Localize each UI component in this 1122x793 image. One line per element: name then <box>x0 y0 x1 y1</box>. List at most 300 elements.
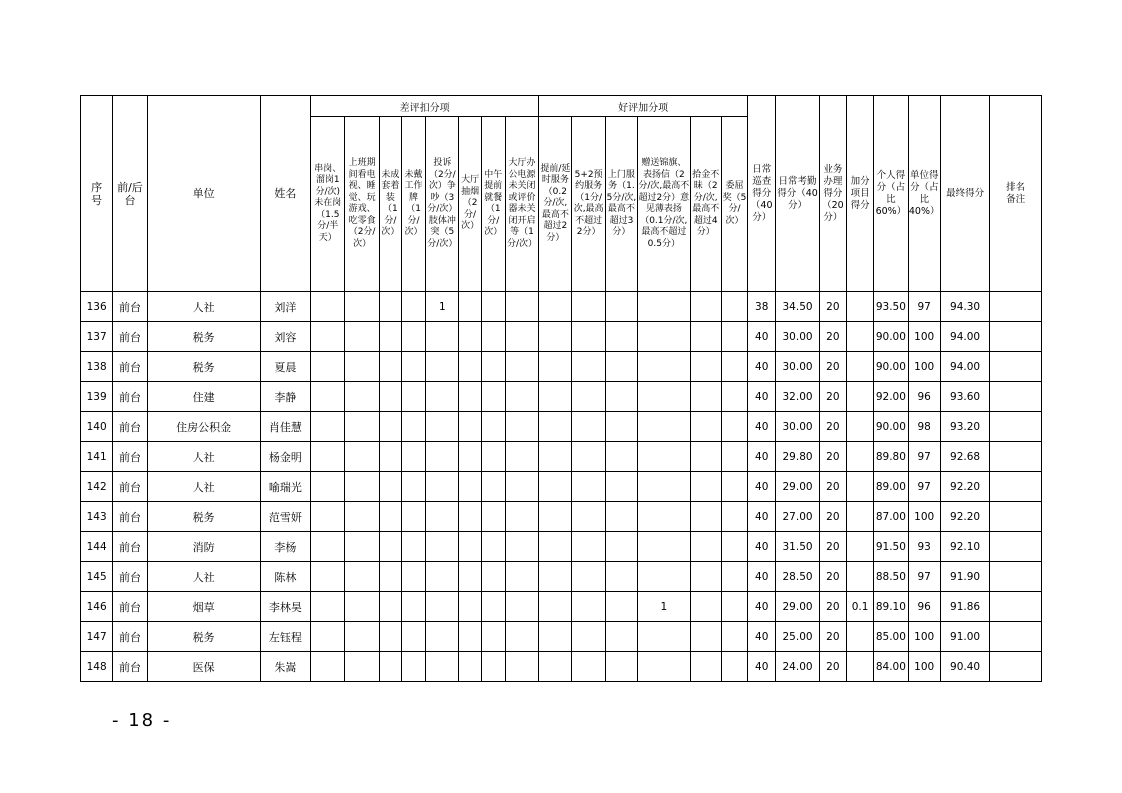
row-bonus-4 <box>638 442 690 472</box>
row-deduct-4 <box>401 592 425 622</box>
row-deduct-1 <box>311 562 345 592</box>
row-seq: 137 <box>81 322 113 352</box>
row-deduct-1 <box>311 472 345 502</box>
row-bonus-2 <box>572 472 605 502</box>
row-bonus-5 <box>690 562 721 592</box>
row-bonus-6 <box>721 622 747 652</box>
row-pos: 前台 <box>113 322 147 352</box>
header-deduct-group: 差评扣分项 <box>311 96 539 117</box>
row-name: 左钰程 <box>260 622 310 652</box>
row-deduct-2 <box>345 562 379 592</box>
row-unit: 住建 <box>147 382 260 412</box>
row-seq: 143 <box>81 502 113 532</box>
row-pos: 前台 <box>113 592 147 622</box>
row-rank <box>990 532 1042 562</box>
row-seq: 138 <box>81 352 113 382</box>
row-deduct-2 <box>345 592 379 622</box>
row-deduct-8 <box>505 292 538 322</box>
row-pos: 前台 <box>113 382 147 412</box>
row-daily-attend: 32.00 <box>776 382 819 412</box>
header-daily-inspect: 日常巡查得分（40分） <box>748 96 776 292</box>
header-daily-attend: 日常考勤得分（40分） <box>776 96 819 292</box>
row-business: 20 <box>819 652 846 682</box>
row-bonus-5 <box>690 532 721 562</box>
row-deduct-5 <box>426 352 459 382</box>
row-bonus-1 <box>539 592 572 622</box>
row-unit-score: 100 <box>908 322 940 352</box>
row-final: 91.90 <box>940 562 989 592</box>
row-name: 李林昊 <box>260 592 310 622</box>
row-deduct-7 <box>481 652 505 682</box>
row-extra <box>846 292 873 322</box>
row-personal: 89.10 <box>874 592 908 622</box>
header-deduct-5: 投诉（2分/次）争吵（3分/次）肢体冲突（5分/次） <box>426 117 459 292</box>
header-deduct-6: 大厅抽烟（2分/次） <box>459 117 481 292</box>
row-business: 20 <box>819 592 846 622</box>
row-final: 91.00 <box>940 622 989 652</box>
row-unit-score: 96 <box>908 382 940 412</box>
row-deduct-3 <box>379 502 401 532</box>
row-deduct-2 <box>345 622 379 652</box>
row-bonus-5 <box>690 502 721 532</box>
row-deduct-5: 1 <box>426 292 459 322</box>
row-bonus-4 <box>638 352 690 382</box>
row-bonus-1 <box>539 502 572 532</box>
row-deduct-1 <box>311 382 345 412</box>
row-personal: 89.80 <box>874 442 908 472</box>
row-bonus-5 <box>690 622 721 652</box>
row-bonus-5 <box>690 652 721 682</box>
row-deduct-1 <box>311 292 345 322</box>
row-daily-inspect: 40 <box>748 412 776 442</box>
row-daily-attend: 29.80 <box>776 442 819 472</box>
header-seq-text: 序号 <box>91 180 103 207</box>
row-personal: 93.50 <box>874 292 908 322</box>
row-bonus-4 <box>638 532 690 562</box>
row-bonus-5 <box>690 442 721 472</box>
header-bonus-5: 拾金不昧（2分/次,最高不超过4分） <box>690 117 721 292</box>
row-deduct-6 <box>459 592 481 622</box>
row-deduct-7 <box>481 472 505 502</box>
row-business: 20 <box>819 382 846 412</box>
row-pos: 前台 <box>113 442 147 472</box>
row-name: 李杨 <box>260 532 310 562</box>
row-deduct-5 <box>426 382 459 412</box>
row-extra <box>846 442 873 472</box>
row-unit-score: 97 <box>908 442 940 472</box>
row-deduct-6 <box>459 652 481 682</box>
row-daily-inspect: 40 <box>748 592 776 622</box>
row-bonus-3 <box>605 532 637 562</box>
row-personal: 92.00 <box>874 382 908 412</box>
row-deduct-3 <box>379 352 401 382</box>
row-rank <box>990 322 1042 352</box>
row-bonus-2 <box>572 292 605 322</box>
row-unit-score: 100 <box>908 502 940 532</box>
row-deduct-4 <box>401 352 425 382</box>
row-unit: 人社 <box>147 292 260 322</box>
row-unit: 税务 <box>147 322 260 352</box>
row-bonus-2 <box>572 652 605 682</box>
row-deduct-2 <box>345 382 379 412</box>
row-bonus-1 <box>539 472 572 502</box>
row-deduct-3 <box>379 652 401 682</box>
row-bonus-6 <box>721 412 747 442</box>
header-bonus-6: 委屈奖（5分/次） <box>721 117 747 292</box>
row-deduct-8 <box>505 622 538 652</box>
row-final: 92.68 <box>940 442 989 472</box>
row-deduct-3 <box>379 562 401 592</box>
row-bonus-3 <box>605 592 637 622</box>
row-daily-attend: 28.50 <box>776 562 819 592</box>
row-business: 20 <box>819 412 846 442</box>
table-row <box>81 502 1042 532</box>
row-deduct-7 <box>481 292 505 322</box>
row-personal: 84.00 <box>874 652 908 682</box>
row-deduct-5 <box>426 412 459 442</box>
row-deduct-4 <box>401 622 425 652</box>
row-bonus-2 <box>572 622 605 652</box>
row-deduct-7 <box>481 412 505 442</box>
row-deduct-5 <box>426 322 459 352</box>
row-pos: 前台 <box>113 652 147 682</box>
row-bonus-6 <box>721 322 747 352</box>
row-personal: 90.00 <box>874 352 908 382</box>
row-bonus-5 <box>690 472 721 502</box>
row-deduct-7 <box>481 352 505 382</box>
row-rank <box>990 412 1042 442</box>
row-seq: 141 <box>81 442 113 472</box>
row-bonus-6 <box>721 502 747 532</box>
row-bonus-3 <box>605 502 637 532</box>
header-bonus-1: 提前/延时服务（0.2分/次,最高不超过2分） <box>539 117 572 292</box>
row-bonus-6 <box>721 652 747 682</box>
row-bonus-1 <box>539 382 572 412</box>
row-final: 94.00 <box>940 352 989 382</box>
row-name: 陈林 <box>260 562 310 592</box>
row-pos: 前台 <box>113 622 147 652</box>
row-deduct-7 <box>481 322 505 352</box>
row-pos: 前台 <box>113 292 147 322</box>
row-bonus-6 <box>721 532 747 562</box>
row-daily-inspect: 40 <box>748 322 776 352</box>
table-row <box>81 412 1042 442</box>
row-rank <box>990 622 1042 652</box>
row-unit: 税务 <box>147 502 260 532</box>
row-final: 92.10 <box>940 532 989 562</box>
row-daily-attend: 30.00 <box>776 322 819 352</box>
row-bonus-4 <box>638 322 690 352</box>
row-daily-attend: 30.00 <box>776 412 819 442</box>
header-pos: 前/后台 <box>113 96 147 292</box>
header-business: 业务办理得分（20分） <box>819 96 846 292</box>
row-seq: 144 <box>81 532 113 562</box>
row-rank <box>990 352 1042 382</box>
header-bonus-2: 5+2预约服务（1分/次,最高不超过2分） <box>572 117 605 292</box>
row-final: 91.86 <box>940 592 989 622</box>
row-daily-attend: 31.50 <box>776 532 819 562</box>
row-bonus-3 <box>605 412 637 442</box>
row-rank <box>990 592 1042 622</box>
row-deduct-2 <box>345 532 379 562</box>
row-bonus-3 <box>605 652 637 682</box>
row-name: 喻瑞光 <box>260 472 310 502</box>
row-business: 20 <box>819 472 846 502</box>
row-deduct-1 <box>311 502 345 532</box>
row-unit-score: 97 <box>908 562 940 592</box>
row-personal: 87.00 <box>874 502 908 532</box>
row-bonus-4 <box>638 562 690 592</box>
row-seq: 142 <box>81 472 113 502</box>
header-deduct-2: 上班期间看电视、睡觉、玩游戏、吃零食（2分/次） <box>345 117 379 292</box>
row-bonus-6 <box>721 592 747 622</box>
row-deduct-4 <box>401 502 425 532</box>
header-seq <box>81 96 113 292</box>
row-bonus-2 <box>572 352 605 382</box>
row-deduct-7 <box>481 592 505 622</box>
row-pos: 前台 <box>113 562 147 592</box>
header-final: 最终得分 <box>940 96 989 292</box>
table-row <box>81 562 1042 592</box>
row-deduct-3 <box>379 622 401 652</box>
row-name: 杨金明 <box>260 442 310 472</box>
row-deduct-5 <box>426 622 459 652</box>
row-daily-inspect: 40 <box>748 532 776 562</box>
row-bonus-4 <box>638 652 690 682</box>
table-row <box>81 532 1042 562</box>
row-business: 20 <box>819 442 846 472</box>
row-extra <box>846 322 873 352</box>
row-deduct-1 <box>311 412 345 442</box>
row-deduct-3 <box>379 382 401 412</box>
row-bonus-2 <box>572 562 605 592</box>
row-unit: 住房公积金 <box>147 412 260 442</box>
row-unit: 医保 <box>147 652 260 682</box>
row-bonus-2 <box>572 382 605 412</box>
row-daily-attend: 24.00 <box>776 652 819 682</box>
header-deduct-4: 未戴工作牌（1分/次） <box>401 117 425 292</box>
row-deduct-3 <box>379 322 401 352</box>
row-deduct-2 <box>345 502 379 532</box>
row-unit: 税务 <box>147 622 260 652</box>
row-business: 20 <box>819 502 846 532</box>
table-row <box>81 472 1042 502</box>
row-name: 刘容 <box>260 322 310 352</box>
row-bonus-4: 1 <box>638 592 690 622</box>
row-seq: 145 <box>81 562 113 592</box>
row-bonus-6 <box>721 562 747 592</box>
row-rank <box>990 472 1042 502</box>
row-deduct-7 <box>481 532 505 562</box>
row-bonus-4 <box>638 472 690 502</box>
row-deduct-4 <box>401 412 425 442</box>
row-daily-attend: 29.00 <box>776 472 819 502</box>
row-deduct-4 <box>401 472 425 502</box>
table-row <box>81 592 1042 622</box>
row-bonus-4 <box>638 622 690 652</box>
row-pos: 前台 <box>113 352 147 382</box>
table-row <box>81 622 1042 652</box>
row-unit-score: 97 <box>908 292 940 322</box>
row-bonus-5 <box>690 592 721 622</box>
row-deduct-4 <box>401 562 425 592</box>
row-bonus-6 <box>721 352 747 382</box>
row-extra <box>846 652 873 682</box>
row-deduct-3 <box>379 532 401 562</box>
row-bonus-3 <box>605 562 637 592</box>
row-bonus-3 <box>605 352 637 382</box>
row-unit-score: 93 <box>908 532 940 562</box>
row-deduct-5 <box>426 652 459 682</box>
row-final: 90.40 <box>940 652 989 682</box>
row-bonus-4 <box>638 502 690 532</box>
row-daily-inspect: 40 <box>748 352 776 382</box>
row-pos: 前台 <box>113 532 147 562</box>
row-bonus-3 <box>605 622 637 652</box>
row-rank <box>990 292 1042 322</box>
row-bonus-1 <box>539 352 572 382</box>
row-bonus-5 <box>690 412 721 442</box>
row-deduct-4 <box>401 532 425 562</box>
row-unit-score: 100 <box>908 352 940 382</box>
row-extra <box>846 352 873 382</box>
row-personal: 85.00 <box>874 622 908 652</box>
row-extra <box>846 472 873 502</box>
row-deduct-1 <box>311 352 345 382</box>
row-deduct-2 <box>345 652 379 682</box>
header-name: 姓名 <box>260 96 310 292</box>
row-bonus-4 <box>638 412 690 442</box>
row-bonus-1 <box>539 322 572 352</box>
row-deduct-2 <box>345 322 379 352</box>
header-unit-score: 单位得分（占比40%） <box>908 96 940 292</box>
table-row <box>81 292 1042 322</box>
row-deduct-6 <box>459 562 481 592</box>
row-bonus-2 <box>572 412 605 442</box>
row-deduct-7 <box>481 562 505 592</box>
header-deduct-3: 未成套着装（1分/次） <box>379 117 401 292</box>
row-deduct-3 <box>379 442 401 472</box>
table-row <box>81 382 1042 412</box>
row-deduct-7 <box>481 382 505 412</box>
row-deduct-8 <box>505 502 538 532</box>
header-rank <box>990 96 1042 292</box>
row-bonus-1 <box>539 622 572 652</box>
row-daily-inspect: 38 <box>748 292 776 322</box>
row-bonus-5 <box>690 382 721 412</box>
row-deduct-3 <box>379 412 401 442</box>
row-unit: 人社 <box>147 562 260 592</box>
row-deduct-1 <box>311 622 345 652</box>
row-bonus-6 <box>721 442 747 472</box>
row-daily-inspect: 40 <box>748 562 776 592</box>
row-deduct-4 <box>401 442 425 472</box>
row-personal: 90.00 <box>874 322 908 352</box>
header-personal: 个人得分（占比60%） <box>874 96 908 292</box>
row-deduct-5 <box>426 442 459 472</box>
row-deduct-6 <box>459 442 481 472</box>
row-unit: 税务 <box>147 352 260 382</box>
row-bonus-4 <box>638 292 690 322</box>
row-seq: 148 <box>81 652 113 682</box>
row-deduct-8 <box>505 532 538 562</box>
row-bonus-1 <box>539 562 572 592</box>
row-bonus-3 <box>605 442 637 472</box>
row-bonus-3 <box>605 472 637 502</box>
table-row <box>81 352 1042 382</box>
row-name: 刘洋 <box>260 292 310 322</box>
header-unit: 单位 <box>147 96 260 292</box>
row-personal: 88.50 <box>874 562 908 592</box>
row-name: 范雪妍 <box>260 502 310 532</box>
header-bonus-group: 好评加分项 <box>539 96 748 117</box>
header-deduct-1: 串岗、溜岗1分/次)未在岗（1.5分/半天） <box>311 117 345 292</box>
row-rank <box>990 652 1042 682</box>
row-deduct-8 <box>505 562 538 592</box>
header-rank-text: 排名备注 <box>1006 181 1026 205</box>
header-bonus-4: 赠送锦旗、表扬信（2分/次,最高不超过2分）意见薄表扬（0.1分/次,最高不超过0.5分） <box>638 117 690 292</box>
row-deduct-6 <box>459 472 481 502</box>
row-deduct-1 <box>311 652 345 682</box>
row-seq: 136 <box>81 292 113 322</box>
row-business: 20 <box>819 562 846 592</box>
row-deduct-6 <box>459 322 481 352</box>
row-unit: 消防 <box>147 532 260 562</box>
row-rank <box>990 382 1042 412</box>
table-body <box>81 292 1042 682</box>
row-deduct-5 <box>426 502 459 532</box>
row-name: 朱嵩 <box>260 652 310 682</box>
row-bonus-2 <box>572 322 605 352</box>
table-row <box>81 322 1042 352</box>
row-personal: 90.00 <box>874 412 908 442</box>
row-deduct-1 <box>311 322 345 352</box>
row-deduct-8 <box>505 352 538 382</box>
row-deduct-7 <box>481 442 505 472</box>
row-deduct-8 <box>505 442 538 472</box>
row-unit-score: 100 <box>908 622 940 652</box>
row-deduct-6 <box>459 292 481 322</box>
row-bonus-5 <box>690 352 721 382</box>
row-deduct-4 <box>401 382 425 412</box>
row-deduct-4 <box>401 322 425 352</box>
row-bonus-2 <box>572 592 605 622</box>
row-deduct-5 <box>426 532 459 562</box>
row-pos: 前台 <box>113 472 147 502</box>
row-seq: 147 <box>81 622 113 652</box>
row-daily-inspect: 40 <box>748 502 776 532</box>
row-deduct-2 <box>345 412 379 442</box>
row-deduct-6 <box>459 622 481 652</box>
row-bonus-6 <box>721 382 747 412</box>
row-deduct-2 <box>345 352 379 382</box>
row-deduct-5 <box>426 562 459 592</box>
row-final: 94.30 <box>940 292 989 322</box>
row-pos: 前台 <box>113 412 147 442</box>
row-extra <box>846 562 873 592</box>
row-bonus-1 <box>539 412 572 442</box>
row-seq: 140 <box>81 412 113 442</box>
row-daily-attend: 29.00 <box>776 592 819 622</box>
row-deduct-4 <box>401 292 425 322</box>
row-bonus-2 <box>572 532 605 562</box>
row-deduct-1 <box>311 532 345 562</box>
row-rank <box>990 442 1042 472</box>
row-bonus-1 <box>539 442 572 472</box>
row-deduct-7 <box>481 502 505 532</box>
row-deduct-8 <box>505 322 538 352</box>
row-unit: 烟草 <box>147 592 260 622</box>
